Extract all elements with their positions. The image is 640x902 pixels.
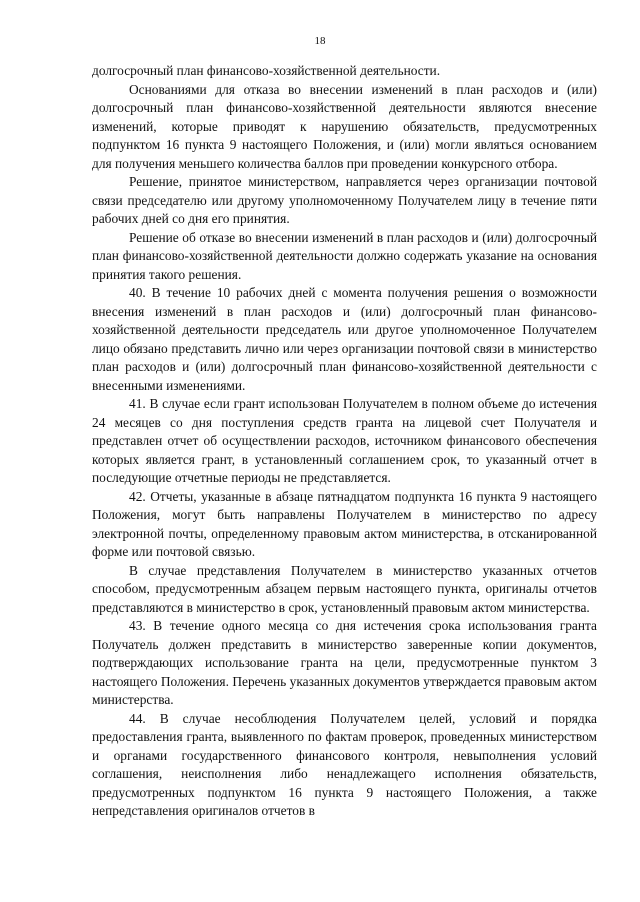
paragraph-item-40: 40. В течение 10 рабочих дней с момента получения решения о возможности внесения изменений в план расходов и (или) долгосрочный план финансово-хозяйственной деятельности председатель или другое уполномоченное Получателем лицо обязано представить лично или через организации почтовой связи в министерство план расходов и (или) долгосрочный план финансово-хозяйственной деятельности с внесенными изменениями. xyxy=(92,285,597,393)
page-number: 18 xyxy=(314,35,326,47)
paragraph-item-42: 42. Отчеты, указанные в абзаце пятнадцатом подпункта 16 пункта 9 настоящего Положения, могут быть направлены Получателем в министерство по адресу электронной почты, определенному правовым актом министерства, в отсканированной форме или почтовой связью. xyxy=(92,488,597,559)
paragraph-continuation: долгосрочный план финансово-хозяйственной деятельности. xyxy=(92,63,441,78)
paragraph-refusal-decision: Решение об отказе во внесении изменений в план расходов и (или) долгосрочный план финансово-хозяйственной деятельности должно содержать указание на основания принятия такого решения. xyxy=(92,229,597,282)
paragraph-refusal-grounds: Основаниями для отказа во внесении изменений в план расходов и (или) долгосрочный план финансово-хозяйственной деятельности являются внесение изменений, которые приводят к нарушению обязательств, предусмотренных подпунктом 16 пункта 9 настоящего Положения, и (или) могли являться основанием для получения меньшего количества баллов при проведении конкурсного отбора. xyxy=(92,81,597,171)
paragraph-item-43: 43. В течение одного месяца со дня истечения срока использования гранта Получатель должен представить в министерство заверенные копии документов, подтверждающих использование гранта на цели, предусмотренные пунктом 3 настоящего Положения. Перечень указанных документов утверждается правовым актом министерства. xyxy=(92,618,597,707)
paragraph-item-42-originals: В случае представления Получателем в министерство указанных отчетов способом, предусмотренным абзацем первым настоящего пункта, оригиналы отчетов представляются в министерство в срок, установленный правовым актом министерства. xyxy=(92,562,597,615)
document-body xyxy=(92,62,597,821)
paragraph-item-44: 44. В случае несоблюдения Получателем целей, условий и порядка предоставления гранта, выявленного по фактам проверок, проведенных министерством и органами государственного финансового контроля, невыполнения условий соглашения, неисполнения либо ненадлежащего исполнения обязательств, предусмотренных подпунктом 16 пункта 9 настоящего Положения, а также непредставления оригиналов отчетов в xyxy=(92,710,597,818)
paragraph-item-41: 41. В случае если грант использован Получателем в полном объеме до истечения 24 месяцев со дня поступления средств гранта на лицевой счет Получателя и представлен отчет об осуществлении расходов, источником финансового обеспечения которых является грант, в установленный соглашением срок, то указанный отчет в последующие отчетные периоды не представляется. xyxy=(92,396,597,485)
paragraph-decision-sending: Решение, принятое министерством, направляется через организации почтовой связи председателю или другому уполномоченному Получателем лицу в течение пяти рабочих дней со дня его принятия. xyxy=(92,174,597,226)
